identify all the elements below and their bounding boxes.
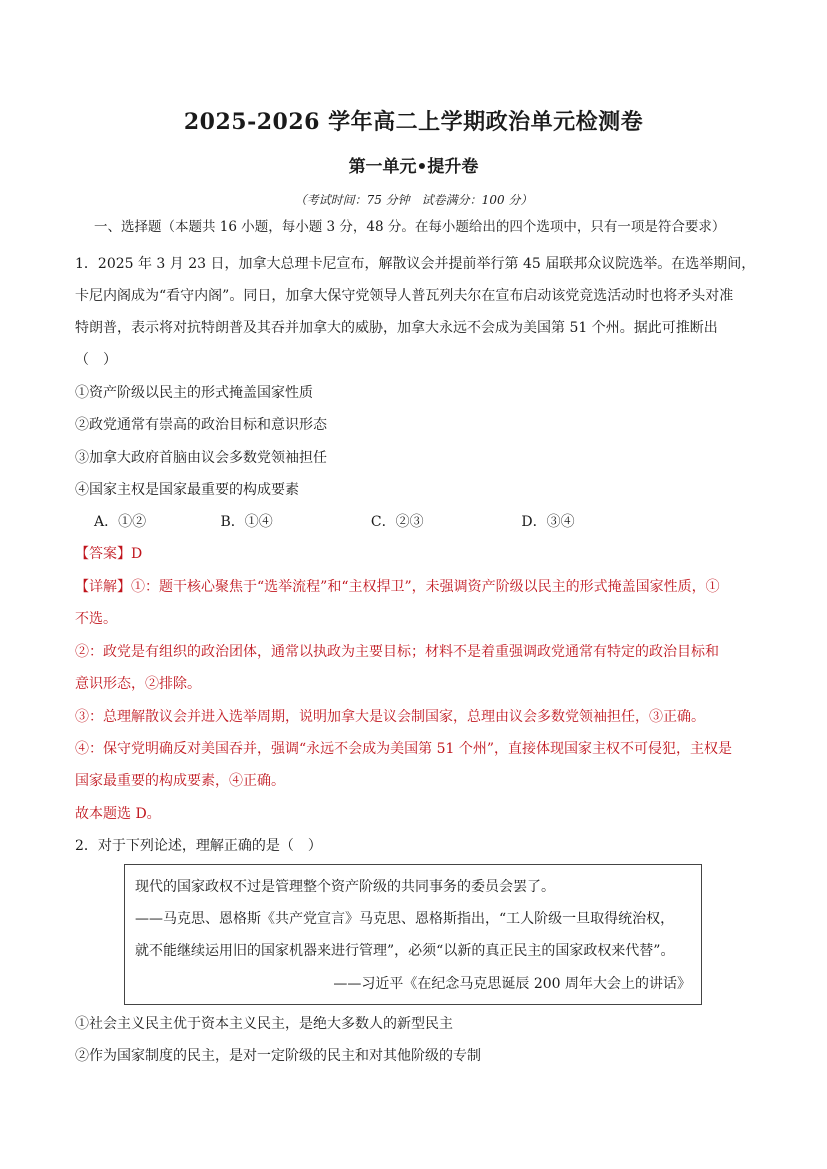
q1-stem-line: 特朗普，表示将对抗特朗普及其吞并加拿大的威胁，加拿大永远不会成为美国第 51 个州。据此可推断出	[75, 320, 718, 336]
quote-line: ——马克思、恩格斯《共产党宣言》马克思、恩格斯指出，“工人阶级一旦取得统治权，	[135, 911, 675, 927]
q1-option-d[interactable]: D．③④	[521, 514, 575, 530]
q1-explanation-line: 故本题选 D。	[75, 806, 161, 822]
q1-option-c[interactable]: C．②③	[370, 514, 424, 530]
exam-title: 2025-2026 学年高二上学期政治单元检测卷	[183, 109, 644, 135]
q1-explanation-line: 【详解】①：题干核心聚焦于“选举流程”和“主权捍卫”，未强调资产阶级以民主的形式掩盖国家性质，①	[75, 579, 720, 595]
q1-explanation-line: 不选。	[75, 611, 117, 627]
q2-stem: 2．对于下列论述，理解正确的是（ ）	[75, 838, 322, 854]
exam-subtitle: 第一单元•提升卷	[348, 157, 479, 177]
q1-explanation-line: 国家最重要的构成要素，④正确。	[75, 773, 285, 789]
q1-explanation-line: 意识形态，②排除。	[75, 676, 201, 692]
q2-statement: ①社会主义民主优于资本主义民主，是绝大多数人的新型民主	[75, 1016, 453, 1032]
q1-option-b[interactable]: B．①④	[220, 514, 273, 530]
quote-line: 现代的国家政权不过是管理整个资产阶级的共同事务的委员会罢了。	[135, 879, 555, 895]
q1-explanation-line: ③：总理解散议会并进入选举周期，说明加拿大是议会制国家，总理由议会多数党领袖担任，③正确。	[75, 709, 705, 725]
q1-explanation-line: ②：政党是有组织的政治团体，通常以执政为主要目标；材料不是着重强调政党通常有特定的政治目标和	[75, 644, 719, 660]
q1-options	[94, 513, 784, 531]
q1-statement: ④国家主权是国家最重要的构成要素	[75, 482, 299, 498]
q2-statement: ②作为国家制度的民主，是对一定阶级的民主和对其他阶级的专制	[75, 1048, 481, 1064]
quote-box	[124, 864, 702, 1005]
q1-option-a[interactable]: A．①②	[94, 514, 147, 530]
quote-line: 就不能继续运用旧的国家机器来进行管理”，必须“以新的真正民主的国家政权来代替”。	[135, 943, 675, 959]
q1-stem-line: 卡尼内阁成为“看守内阁”。同日，加拿大保守党领导人普瓦列夫尔在宣布启动该党竞选活动时也将矛头对准	[75, 288, 734, 304]
q1-statement: ③加拿大政府首脑由议会多数党领袖担任	[75, 450, 327, 466]
q1-statement: ①资产阶级以民主的形式掩盖国家性质	[75, 385, 313, 401]
q1-stem-line: 1．2025 年 3 月 23 日，加拿大总理卡尼宣布，解散议会并提前举行第 45 届联邦众议院选举。在选举期间，	[75, 256, 756, 272]
quote-line: ——习近平《在纪念马克思诞辰 200 周年大会上的讲话》	[333, 976, 691, 992]
q1-statement: ②政党通常有崇高的政治目标和意识形态	[75, 417, 327, 433]
q1-stem-line: （ ）	[75, 352, 117, 368]
section-heading: 一、选择题（本题共 16 小题，每小题 3 分，48 分。在每小题给出的四个选项中，只有一项是符合要求）	[94, 219, 726, 235]
q1-answer: 【答案】D	[75, 546, 143, 562]
exam-info: （考试时间：75 分钟 试卷满分：100 分）	[294, 193, 533, 207]
q1-explanation-line: ④：保守党明确反对美国吞并，强调“永远不会成为美国第 51 个州”，直接体现国家主权不可侵犯，主权是	[75, 741, 733, 757]
